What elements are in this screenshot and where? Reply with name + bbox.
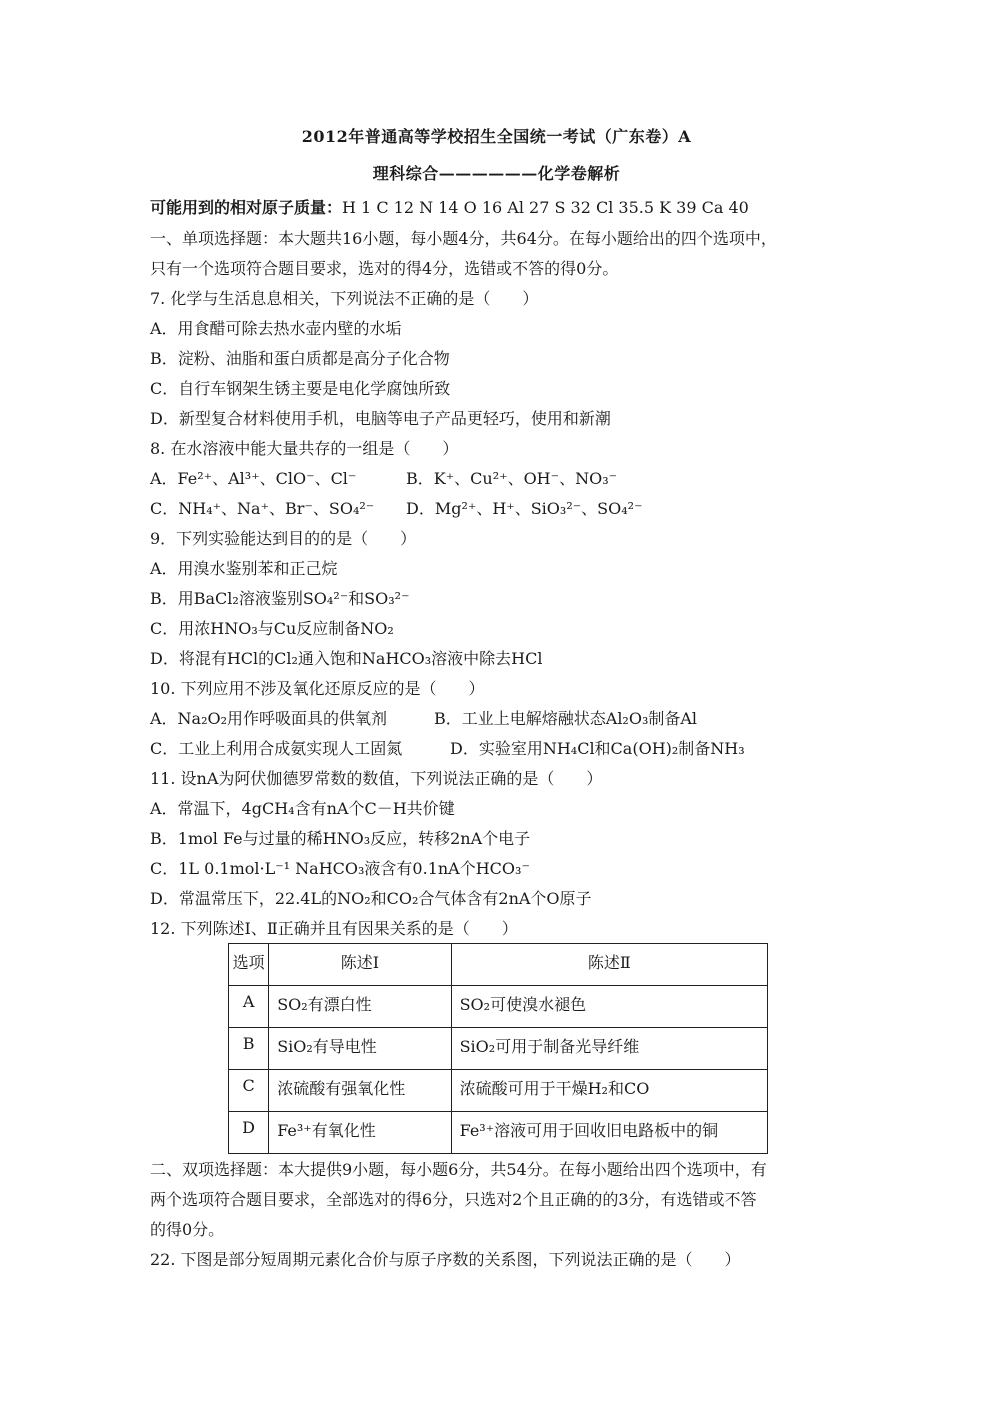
- q9-option-d: D．将混有HCl的Cl₂通入饱和NaHCO₃溶液中除去HCl: [150, 649, 543, 668]
- q8-stem: 8. 在水溶液中能大量共存的一组是（ ）: [150, 439, 459, 458]
- q12-header-option: 选项: [229, 944, 269, 986]
- q12-row-b-statement2: SiO₂可用于制备光导纤维: [451, 1028, 767, 1070]
- q12-stem: 12. 下列陈述Ⅰ、Ⅱ正确并且有因果关系的是（ ）: [150, 919, 518, 938]
- q12-row-a-option: A: [229, 986, 269, 1028]
- q10-options-row1: [150, 709, 850, 729]
- q8-option-d: D．Mg²⁺、H⁺、SiO₃²⁻、SO₄²⁻: [406, 499, 643, 518]
- q12-row-b-statement1: SiO₂有导电性: [269, 1028, 451, 1070]
- q12-row-a-statement1: SO₂有漂白性: [269, 986, 451, 1028]
- q10-option-a: A．Na₂O₂用作呼吸面具的供氧剂: [150, 709, 388, 728]
- atomic-masses: [150, 198, 850, 218]
- q11-stem: 11. 设nA为阿伏伽德罗常数的数值，下列说法正确的是（ ）: [150, 769, 603, 788]
- q8-options-row2: [150, 499, 850, 519]
- q12-table: [228, 943, 768, 1154]
- section1-instructions-line2: 只有一个选项符合题目要求，选对的得4分，选错或不答的得0分。: [150, 259, 619, 278]
- exam-subtitle: 理科综合——————化学卷解析: [372, 164, 621, 183]
- q12-row-c-statement1: 浓硫酸有强氧化性: [269, 1070, 451, 1112]
- q11-option-a: A．常温下，4gCH₄含有nA个C－H共价键: [150, 799, 455, 818]
- q12-row-b-option: B: [229, 1028, 269, 1070]
- atomic-masses-label: 可能用到的相对原子质量：: [150, 198, 343, 217]
- q9-stem: 9．下列实验能达到目的的是（ ）: [150, 529, 417, 548]
- q11-option-c: C．1L 0.1mol·L⁻¹ NaHCO₃液含有0.1nA个HCO₃⁻: [150, 859, 530, 878]
- section2-instructions-line1: 二、双项选择题：本大提供9小题，每小题6分，共54分。在每小题给出四个选项中，有: [150, 1160, 767, 1179]
- atomic-masses-values: H 1 C 12 N 14 O 16 Al 27 S 32 Cl 35.5 K 39 Ca 40: [342, 198, 749, 217]
- q7-option-c: C．自行车钢架生锈主要是电化学腐蚀所致: [150, 379, 451, 398]
- q9-option-a: A．用溴水鉴别苯和正己烷: [150, 559, 338, 578]
- table-row: [229, 1112, 768, 1154]
- q12-row-a-statement2: SO₂可使溴水褪色: [451, 986, 767, 1028]
- table-row: [229, 1070, 768, 1112]
- q12-row-c-statement2: 浓硫酸可用于干燥H₂和CO: [451, 1070, 767, 1112]
- q12-row-d-statement2: Fe³⁺溶液可用于回收旧电路板中的铜: [451, 1112, 767, 1154]
- section2-instructions-line3: 的得0分。: [150, 1220, 225, 1239]
- q9-option-c: C．用浓HNO₃与Cu反应制备NO₂: [150, 619, 394, 638]
- q12-row-d-option: D: [229, 1112, 269, 1154]
- q8-option-c: C．NH₄⁺、Na⁺、Br⁻、SO₄²⁻: [150, 499, 375, 518]
- q22-stem: 22. 下图是部分短周期元素化合价与原子序数的关系图，下列说法正确的是（ ）: [150, 1250, 741, 1269]
- q12-table-header-row: [229, 944, 768, 986]
- q12-row-c-option: C: [229, 1070, 269, 1112]
- q10-option-c: C．工业上利用合成氨实现人工固氮: [150, 739, 403, 758]
- section2-instructions-line2: 两个选项符合题目要求，全部选对的得6分，只选对2个且正确的的3分，有选错或不答: [150, 1190, 757, 1209]
- q10-stem: 10. 下列应用不涉及氧化还原反应的是（ ）: [150, 679, 485, 698]
- q8-options-row1: [150, 469, 850, 489]
- q9-option-b: B．用BaCl₂溶液鉴别SO₄²⁻和SO₃²⁻: [150, 589, 410, 608]
- q8-option-b: B．K⁺、Cu²⁺、OH⁻、NO₃⁻: [406, 469, 618, 488]
- q10-option-b: B．工业上电解熔融状态Al₂O₃制备Al: [434, 709, 698, 728]
- q7-option-d: D．新型复合材料使用手机，电脑等电子产品更轻巧，使用和新潮: [150, 409, 611, 428]
- q10-option-d: D．实验室用NH₄Cl和Ca(OH)₂制备NH₃: [450, 739, 745, 758]
- q10-options-row2: [150, 739, 850, 759]
- q11-option-d: D．常温常压下，22.4L的NO₂和CO₂合气体含有2nA个O原子: [150, 889, 592, 908]
- q12-row-d-statement1: Fe³⁺有氧化性: [269, 1112, 451, 1154]
- q7-option-a: A．用食醋可除去热水壶内壁的水垢: [150, 319, 402, 338]
- q7-stem: 7. 化学与生活息息相关，下列说法不正确的是（ ）: [150, 289, 539, 308]
- q11-option-b: B．1mol Fe与过量的稀HNO₃反应，转移2nA个电子: [150, 829, 531, 848]
- section1-instructions-line1: 一、单项选择题：本大题共16小题，每小题4分，共64分。在每小题给出的四个选项中，: [150, 229, 777, 248]
- q7-option-b: B．淀粉、油脂和蛋白质都是高分子化合物: [150, 349, 450, 368]
- table-row: [229, 1028, 768, 1070]
- q8-option-a: A．Fe²⁺、Al³⁺、ClO⁻、Cl⁻: [150, 469, 357, 488]
- q12-header-statement2: 陈述Ⅱ: [451, 944, 767, 986]
- exam-title: 2012年普通高等学校招生全国统一考试（广东卷）A: [301, 127, 692, 146]
- q12-header-statement1: 陈述Ⅰ: [269, 944, 451, 986]
- table-row: [229, 986, 768, 1028]
